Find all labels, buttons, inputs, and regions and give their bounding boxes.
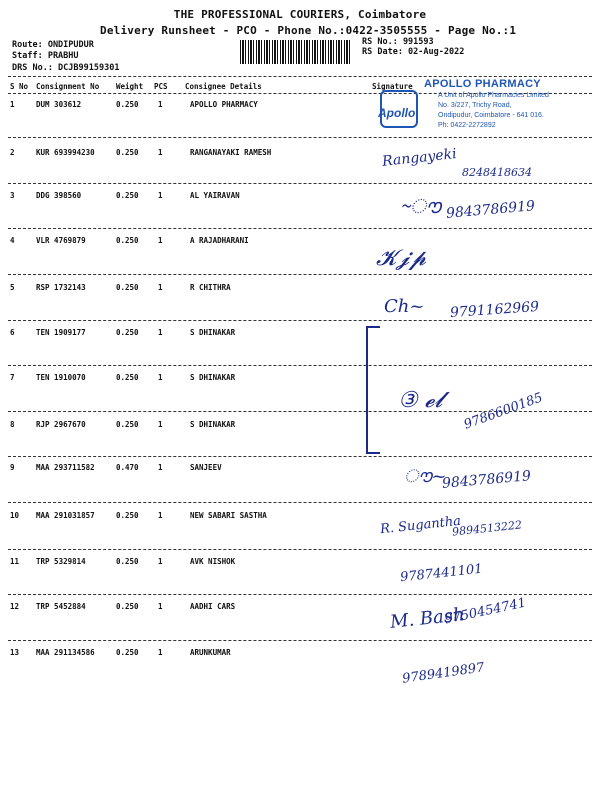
cell-weight: 0.250 <box>116 602 139 611</box>
cell-pcs: 1 <box>158 648 163 657</box>
cell-consignment: RSP 1732143 <box>36 283 86 292</box>
cell-sno: 7 <box>10 373 15 382</box>
rs-number: RS No.: 991593 <box>362 37 434 47</box>
row-divider <box>8 320 592 321</box>
cell-consignment: DUM 303612 <box>36 100 82 109</box>
signature-3-mark: ~ൗ <box>400 194 441 218</box>
row-divider <box>8 502 592 503</box>
drs-label: DRS No.: DCJB99159301 <box>12 63 120 73</box>
cell-consignment: MAA 291031857 <box>36 511 95 520</box>
cell-consignment: MAA 291134586 <box>36 648 95 657</box>
cell-weight: 0.250 <box>116 373 139 382</box>
cell-consignment: MAA 293711582 <box>36 463 95 472</box>
col-consignment: Consignment No <box>36 82 100 91</box>
cell-consignee: R CHITHRA <box>190 283 231 292</box>
stamp-line: Ph: 0422-2272892 <box>438 122 496 129</box>
divider <box>8 76 592 77</box>
col-sno: S No <box>10 82 29 91</box>
signature-11-phone: 9787441101 <box>399 561 484 586</box>
cell-consignment: TEN 1909177 <box>36 328 86 337</box>
cell-consignee: A RAJADHARANI <box>190 236 249 245</box>
cell-pcs: 1 <box>158 191 163 200</box>
cell-pcs: 1 <box>158 557 163 566</box>
signature-3-phone: 9843786919 <box>445 198 536 222</box>
cell-consignment: RJP 2967670 <box>36 420 86 429</box>
cell-sno: 8 <box>10 420 15 429</box>
cell-pcs: 1 <box>158 463 163 472</box>
cell-pcs: 1 <box>158 373 163 382</box>
runsheet-title: Delivery Runsheet - PCO - Phone No.:0422-3505555 - Page No.:1 <box>100 24 517 37</box>
stamp-logo-text: Apollo <box>378 106 416 120</box>
cell-pcs: 1 <box>158 602 163 611</box>
cell-consignee: AL YAIRAVAN <box>190 191 240 200</box>
signature-9-phone: 9843786919 <box>441 468 532 492</box>
cell-consignee: AVK NISHOK <box>190 557 236 566</box>
cell-weight: 0.250 <box>116 148 139 157</box>
row-divider <box>8 549 592 550</box>
signature-5-mark: Ch~ <box>384 296 425 317</box>
cell-weight: 0.250 <box>116 420 139 429</box>
cell-pcs: 1 <box>158 420 163 429</box>
cell-consignee: NEW SABARI SASTHA <box>190 511 267 520</box>
row-divider <box>8 594 592 595</box>
cell-weight: 0.250 <box>116 511 139 520</box>
cell-consignment: TRP 5452884 <box>36 602 86 611</box>
col-pcs: PCS <box>154 82 168 91</box>
row-divider <box>8 228 592 229</box>
cell-consignee: RANGANAYAKI RAMESH <box>190 148 272 157</box>
signature-9-mark: ൗ~ <box>404 466 447 487</box>
col-weight: Weight <box>116 82 144 91</box>
row-divider <box>8 456 592 457</box>
signature-678-phone: 9786600185 <box>461 390 545 433</box>
cell-consignment: DDG 398560 <box>36 191 82 200</box>
col-signature: Signature <box>372 82 413 91</box>
stamp-line: Ondipudur, Coimbatore - 641 016. <box>438 112 544 119</box>
stamp-line: No. 3/227, Trichy Road, <box>438 102 512 109</box>
cell-weight: 0.250 <box>116 557 139 566</box>
row-divider <box>8 274 592 275</box>
bracket-mark <box>366 326 380 454</box>
cell-sno: 4 <box>10 236 15 245</box>
signature-678-mark: ③ 𝓮𝓵 <box>398 388 443 413</box>
cell-sno: 11 <box>10 557 20 566</box>
route-label: Route: ONDIPUDUR <box>12 40 94 50</box>
cell-pcs: 1 <box>158 328 163 337</box>
pharmacy-stamp <box>376 78 586 136</box>
cell-weight: 0.250 <box>116 100 139 109</box>
cell-weight: 0.470 <box>116 463 139 472</box>
row-divider <box>8 137 592 138</box>
cell-sno: 10 <box>10 511 20 520</box>
cell-consignee: S DHINAKAR <box>190 328 236 337</box>
signature-4-mark: 𝓚𝓳𝓹 <box>376 246 427 271</box>
company-title: THE PROFESSIONAL COURIERS, Coimbatore <box>173 8 427 21</box>
cell-sno: 13 <box>10 648 20 657</box>
cell-weight: 0.250 <box>116 236 139 245</box>
cell-sno: 9 <box>10 463 15 472</box>
cell-pcs: 1 <box>158 283 163 292</box>
staff-label: Staff: PRABHU <box>12 51 79 61</box>
stamp-line: A Unit of Apollo Pharmacies Limited <box>438 92 549 99</box>
cell-pcs: 1 <box>158 100 163 109</box>
cell-consignment: KUR 693994230 <box>36 148 95 157</box>
signature-10-phone: 9894513222 <box>451 518 523 539</box>
cell-sno: 6 <box>10 328 15 337</box>
cell-weight: 0.250 <box>116 191 139 200</box>
rs-date: RS Date: 02-Aug-2022 <box>362 47 465 57</box>
signature-5-phone: 9791162969 <box>449 298 540 322</box>
cell-weight: 0.250 <box>116 648 139 657</box>
col-consignee: Consignee Details <box>185 82 262 91</box>
signature-2-name: Rangayeki <box>381 146 458 170</box>
row-divider <box>8 640 592 641</box>
barcode <box>240 40 350 64</box>
cell-pcs: 1 <box>158 511 163 520</box>
cell-consignment: VLR 4769879 <box>36 236 86 245</box>
row-divider <box>8 183 592 184</box>
row-divider <box>8 365 592 366</box>
cell-sno: 5 <box>10 283 15 292</box>
cell-sno: 3 <box>10 191 15 200</box>
cell-weight: 0.250 <box>116 283 139 292</box>
stamp-name: APOLLO PHARMACY <box>424 78 541 90</box>
cell-consignee: S DHINAKAR <box>190 373 236 382</box>
cell-sno: 12 <box>10 602 20 611</box>
signature-12-name: M. Bash <box>389 604 466 633</box>
cell-pcs: 1 <box>158 148 163 157</box>
cell-consignee: AADHI CARS <box>190 602 236 611</box>
cell-weight: 0.250 <box>116 328 139 337</box>
signature-13-phone: 9789419897 <box>401 660 486 687</box>
cell-consignee: SANJEEV <box>190 463 222 472</box>
signature-12-phone: 9750454741 <box>443 595 528 628</box>
signature-10-name: R. Sugantha <box>379 513 462 538</box>
signature-2-phone: 8248418634 <box>462 166 532 179</box>
cell-consignee: S DHINAKAR <box>190 420 236 429</box>
cell-consignee: APOLLO PHARMACY <box>190 100 258 109</box>
cell-consignee: ARUNKUMAR <box>190 648 231 657</box>
cell-consignment: TEN 1910070 <box>36 373 86 382</box>
cell-sno: 1 <box>10 100 15 109</box>
cell-pcs: 1 <box>158 236 163 245</box>
cell-sno: 2 <box>10 148 15 157</box>
cell-consignment: TRP 5329814 <box>36 557 86 566</box>
